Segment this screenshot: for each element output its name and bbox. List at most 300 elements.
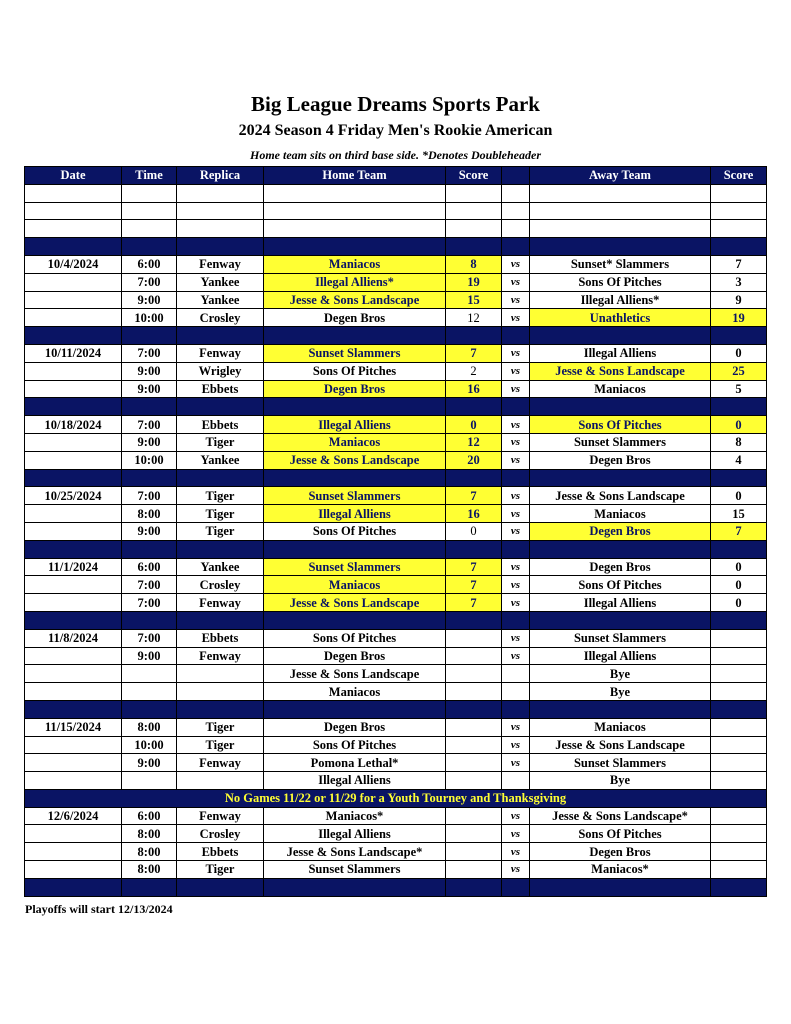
home-team-cell: Jesse & Sons Landscape [264,594,446,612]
game-row [25,772,767,790]
date-cell: 12/6/2024 [25,807,122,825]
blank-cell [446,202,502,220]
blank-cell [446,327,502,345]
vs-cell: vs [502,416,530,434]
separator-row [25,611,767,629]
blank-cell [122,469,177,487]
replica-cell: Crosley [177,576,264,594]
vs-cell [502,665,530,683]
home-score-cell: 7 [446,487,502,505]
home-team-cell: Degen Bros [264,647,446,665]
away-team-cell: Degen Bros [530,558,711,576]
away-team-cell: Maniacos [530,505,711,523]
home-team-cell: Illegal Alliens [264,772,446,790]
blank-cell [264,878,446,896]
away-team-cell: Sunset Slammers [530,629,711,647]
vs-cell: vs [502,807,530,825]
game-row [25,576,767,594]
replica-cell: Tiger [177,487,264,505]
away-team-cell: Degen Bros [530,843,711,861]
separator-row [25,540,767,558]
away-team-cell: Jesse & Sons Landscape [530,736,711,754]
away-team-cell: Maniacos [530,718,711,736]
blank-cell [446,398,502,416]
blank-cell [446,220,502,238]
blank-cell [122,220,177,238]
time-cell: 9:00 [122,433,177,451]
away-score-cell [711,718,767,736]
away-score-cell [711,825,767,843]
replica-cell: Tiger [177,505,264,523]
time-cell [122,665,177,683]
vs-cell: vs [502,754,530,772]
blank-cell [502,878,530,896]
replica-cell: Crosley [177,825,264,843]
date-cell [25,522,122,540]
home-team-cell: Illegal Alliens [264,505,446,523]
time-cell: 6:00 [122,255,177,273]
blank-cell [446,238,502,256]
home-team-cell: Jesse & Sons Landscape [264,291,446,309]
vs-cell: vs [502,344,530,362]
time-cell: 9:00 [122,647,177,665]
separator-row [25,398,767,416]
home-score-cell [446,825,502,843]
away-team-cell: Maniacos [530,380,711,398]
blank-cell [530,220,711,238]
vs-cell: vs [502,736,530,754]
game-row [25,807,767,825]
time-cell: 10:00 [122,451,177,469]
page-title: Big League Dreams Sports Park [251,92,540,116]
time-cell: 7:00 [122,629,177,647]
time-cell [122,772,177,790]
home-score-cell: 12 [446,433,502,451]
away-team-cell: Sons Of Pitches [530,576,711,594]
column-header [502,167,530,185]
blank-cell [177,202,264,220]
date-cell: 11/8/2024 [25,629,122,647]
blank-cell [502,700,530,718]
game-row [25,718,767,736]
time-cell: 9:00 [122,522,177,540]
date-cell: 11/15/2024 [25,718,122,736]
vs-cell: vs [502,522,530,540]
date-cell: 10/4/2024 [25,255,122,273]
away-score-cell [711,772,767,790]
blank-cell [177,469,264,487]
date-cell [25,273,122,291]
home-team-cell: Pomona Lethal* [264,754,446,772]
blank-cell [122,700,177,718]
blank-cell [502,327,530,345]
blank-cell [446,184,502,202]
away-team-cell: Bye [530,683,711,701]
home-score-cell: 20 [446,451,502,469]
away-team-cell: Sunset Slammers [530,433,711,451]
away-score-cell [711,843,767,861]
column-header: Score [446,167,502,185]
time-cell: 10:00 [122,736,177,754]
blank-cell [264,238,446,256]
home-team-cell: Maniacos [264,255,446,273]
away-score-cell: 0 [711,594,767,612]
schedule-table [24,166,767,897]
away-team-cell: Illegal Alliens [530,647,711,665]
date-cell [25,576,122,594]
away-team-cell: Illegal Alliens* [530,291,711,309]
notice-text: No Games 11/22 or 11/29 for a Youth Tourney and Thanksgiving [25,789,767,807]
home-team-cell: Sons Of Pitches [264,362,446,380]
replica-cell [177,683,264,701]
blank-cell [530,540,711,558]
game-row [25,629,767,647]
blank-cell [122,327,177,345]
date-cell [25,362,122,380]
home-score-cell: 7 [446,576,502,594]
replica-cell: Wrigley [177,362,264,380]
time-cell: 7:00 [122,594,177,612]
game-row [25,736,767,754]
vs-cell: vs [502,825,530,843]
blank-cell [264,469,446,487]
column-header: Score [711,167,767,185]
replica-cell: Tiger [177,736,264,754]
blank-cell [711,611,767,629]
replica-cell: Crosley [177,309,264,327]
blank-cell [711,238,767,256]
vs-cell: vs [502,451,530,469]
date-cell: 10/25/2024 [25,487,122,505]
home-team-cell: Maniacos [264,683,446,701]
empty-row [25,202,767,220]
blank-cell [264,202,446,220]
blank-cell [502,469,530,487]
game-row [25,861,767,879]
empty-row [25,184,767,202]
blank-cell [177,184,264,202]
blank-cell [530,878,711,896]
time-cell: 7:00 [122,487,177,505]
away-score-cell [711,861,767,879]
away-team-cell: Degen Bros [530,451,711,469]
game-row [25,309,767,327]
blank-cell [446,540,502,558]
time-cell: 6:00 [122,558,177,576]
away-score-cell: 0 [711,576,767,594]
blank-cell [530,611,711,629]
date-cell [25,309,122,327]
away-score-cell [711,807,767,825]
date-cell [25,736,122,754]
away-team-cell: Illegal Alliens [530,594,711,612]
blank-cell [177,611,264,629]
game-row [25,380,767,398]
away-score-cell: 25 [711,362,767,380]
vs-cell: vs [502,487,530,505]
game-row [25,825,767,843]
home-team-cell: Jesse & Sons Landscape [264,665,446,683]
away-score-cell: 9 [711,291,767,309]
date-cell: 11/1/2024 [25,558,122,576]
home-team-cell: Illegal Alliens* [264,273,446,291]
time-cell: 9:00 [122,380,177,398]
column-header: Home Team [264,167,446,185]
home-score-cell [446,754,502,772]
separator-row [25,327,767,345]
blank-cell [530,327,711,345]
date-cell [25,843,122,861]
date-cell: 10/18/2024 [25,416,122,434]
away-team-cell: Illegal Alliens [530,344,711,362]
replica-cell: Fenway [177,594,264,612]
home-score-cell: 0 [446,522,502,540]
replica-cell: Fenway [177,807,264,825]
away-score-cell [711,665,767,683]
away-team-cell: Bye [530,772,711,790]
away-team-cell: Jesse & Sons Landscape [530,487,711,505]
home-score-cell: 7 [446,558,502,576]
home-score-cell: 16 [446,380,502,398]
blank-cell [177,327,264,345]
date-cell: 10/11/2024 [25,344,122,362]
blank-cell [177,220,264,238]
blank-cell [264,700,446,718]
separator-row [25,878,767,896]
date-cell [25,665,122,683]
blank-cell [502,184,530,202]
replica-cell: Tiger [177,433,264,451]
home-team-cell: Sons Of Pitches [264,522,446,540]
vs-cell: vs [502,629,530,647]
replica-cell [177,665,264,683]
page-note: Home team sits on third base side. *Denotes Doubleheader [250,148,541,162]
column-header: Replica [177,167,264,185]
blank-cell [711,327,767,345]
time-cell: 10:00 [122,309,177,327]
blank-cell [446,878,502,896]
game-row [25,558,767,576]
home-team-cell: Maniacos* [264,807,446,825]
date-cell [25,772,122,790]
blank-cell [122,398,177,416]
away-score-cell: 0 [711,344,767,362]
blank-cell [264,540,446,558]
blank-cell [502,238,530,256]
blank-cell [122,238,177,256]
home-score-cell [446,861,502,879]
blank-cell [530,202,711,220]
away-score-cell: 19 [711,309,767,327]
game-row [25,291,767,309]
date-cell [25,291,122,309]
home-score-cell [446,647,502,665]
blank-cell [264,398,446,416]
game-row [25,843,767,861]
blank-cell [122,611,177,629]
game-row [25,255,767,273]
date-cell [25,647,122,665]
blank-cell [530,700,711,718]
column-header: Time [122,167,177,185]
home-team-cell: Jesse & Sons Landscape [264,451,446,469]
blank-cell [25,220,122,238]
blank-cell [177,398,264,416]
date-cell [25,451,122,469]
blank-cell [711,469,767,487]
replica-cell: Tiger [177,522,264,540]
separator-row [25,469,767,487]
blank-cell [530,184,711,202]
vs-cell: vs [502,255,530,273]
home-score-cell: 2 [446,362,502,380]
vs-cell: vs [502,843,530,861]
blank-cell [177,878,264,896]
blank-cell [25,202,122,220]
away-team-cell: Unathletics [530,309,711,327]
footer-note: Playoffs will start 12/13/2024 [25,902,173,916]
away-team-cell: Maniacos* [530,861,711,879]
home-score-cell: 19 [446,273,502,291]
separator-row [25,700,767,718]
home-team-cell: Sons Of Pitches [264,736,446,754]
time-cell: 9:00 [122,291,177,309]
time-cell: 7:00 [122,576,177,594]
away-team-cell: Sons Of Pitches [530,825,711,843]
game-row [25,433,767,451]
away-score-cell: 5 [711,380,767,398]
home-team-cell: Sunset Slammers [264,861,446,879]
vs-cell: vs [502,718,530,736]
blank-cell [264,220,446,238]
game-row [25,273,767,291]
replica-cell [177,772,264,790]
home-score-cell: 7 [446,344,502,362]
vs-cell: vs [502,505,530,523]
vs-cell [502,772,530,790]
replica-cell: Yankee [177,273,264,291]
away-score-cell: 0 [711,558,767,576]
blank-cell [264,184,446,202]
date-cell [25,594,122,612]
vs-cell: vs [502,647,530,665]
date-cell [25,754,122,772]
game-row [25,505,767,523]
date-cell [25,861,122,879]
time-cell: 8:00 [122,825,177,843]
vs-cell: vs [502,291,530,309]
away-team-cell: Sons Of Pitches [530,416,711,434]
home-team-cell: Illegal Alliens [264,416,446,434]
blank-cell [25,700,122,718]
away-score-cell: 0 [711,416,767,434]
game-row [25,683,767,701]
blank-cell [122,540,177,558]
time-cell: 8:00 [122,843,177,861]
blank-cell [25,238,122,256]
home-team-cell: Sunset Slammers [264,558,446,576]
blank-cell [530,398,711,416]
time-cell: 7:00 [122,273,177,291]
column-header: Away Team [530,167,711,185]
home-team-cell: Maniacos [264,433,446,451]
away-score-cell: 8 [711,433,767,451]
blank-cell [446,700,502,718]
home-score-cell: 8 [446,255,502,273]
away-score-cell [711,683,767,701]
away-team-cell: Sunset* Slammers [530,255,711,273]
home-score-cell [446,736,502,754]
home-score-cell [446,665,502,683]
replica-cell: Ebbets [177,843,264,861]
away-team-cell: Bye [530,665,711,683]
away-team-cell: Sunset Slammers [530,754,711,772]
home-score-cell: 15 [446,291,502,309]
vs-cell: vs [502,594,530,612]
blank-cell [122,878,177,896]
replica-cell: Tiger [177,861,264,879]
blank-cell [711,202,767,220]
page-subtitle: 2024 Season 4 Friday Men's Rookie American [238,122,553,139]
game-row [25,665,767,683]
replica-cell: Tiger [177,718,264,736]
game-row [25,754,767,772]
time-cell: 8:00 [122,718,177,736]
home-score-cell [446,718,502,736]
replica-cell: Fenway [177,344,264,362]
blank-cell [502,220,530,238]
home-team-cell: Sunset Slammers [264,344,446,362]
replica-cell: Fenway [177,647,264,665]
home-team-cell: Maniacos [264,576,446,594]
away-team-cell: Jesse & Sons Landscape* [530,807,711,825]
home-score-cell [446,807,502,825]
date-cell [25,505,122,523]
time-cell: 7:00 [122,416,177,434]
blank-cell [446,611,502,629]
blank-cell [264,327,446,345]
home-score-cell [446,843,502,861]
header-row [25,167,767,185]
game-row [25,451,767,469]
date-cell [25,825,122,843]
blank-cell [25,469,122,487]
replica-cell: Fenway [177,754,264,772]
blank-cell [177,700,264,718]
date-cell [25,380,122,398]
blank-cell [25,878,122,896]
away-score-cell: 15 [711,505,767,523]
blank-cell [711,184,767,202]
home-score-cell: 16 [446,505,502,523]
replica-cell: Yankee [177,291,264,309]
vs-cell: vs [502,558,530,576]
game-row [25,487,767,505]
away-score-cell [711,647,767,665]
away-score-cell: 3 [711,273,767,291]
home-score-cell [446,629,502,647]
away-team-cell: Sons Of Pitches [530,273,711,291]
blank-cell [25,327,122,345]
away-team-cell: Jesse & Sons Landscape [530,362,711,380]
away-score-cell: 0 [711,487,767,505]
blank-cell [711,220,767,238]
blank-cell [122,202,177,220]
home-score-cell: 7 [446,594,502,612]
date-cell [25,683,122,701]
blank-cell [502,202,530,220]
vs-cell: vs [502,861,530,879]
